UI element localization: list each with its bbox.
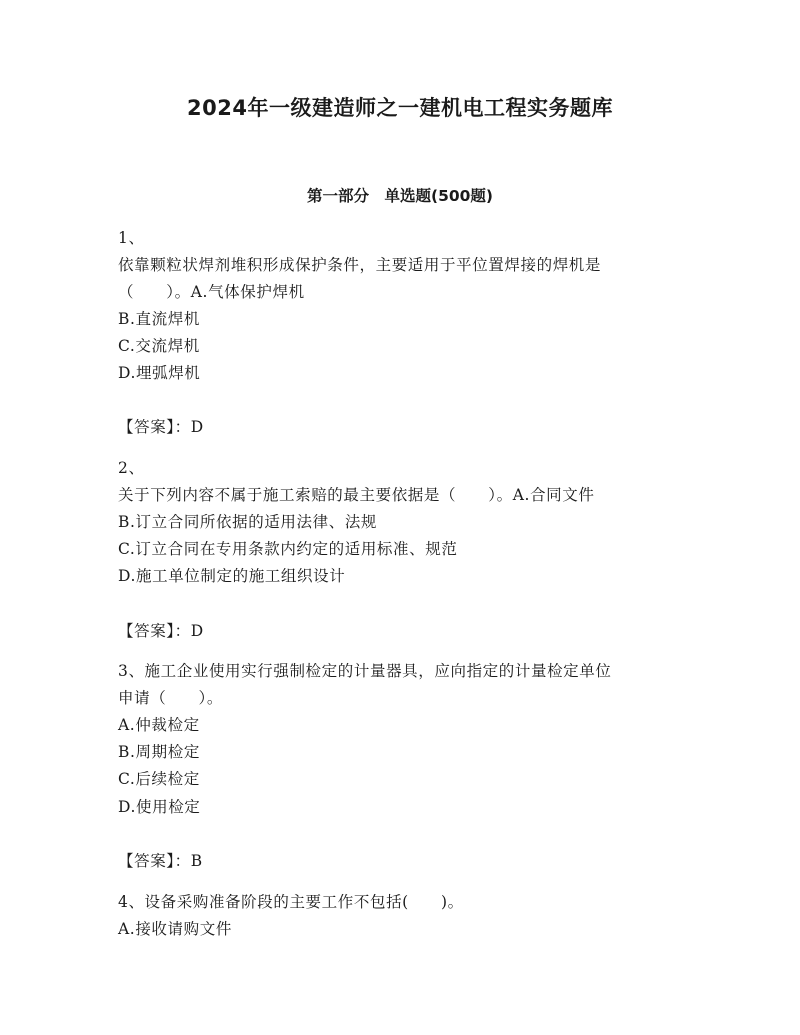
question-2-number: 2、	[118, 459, 145, 477]
question-1-answer: 【答案】：D	[118, 418, 204, 436]
question-2-option-d: D.施工单位制定的施工组织设计	[118, 567, 346, 585]
question-2-option-b: B.订立合同所依据的适用法律、法规	[118, 513, 378, 531]
question-3-option-a: A.仲裁检定	[118, 716, 200, 734]
question-3-option-b: B.周期检定	[118, 743, 200, 761]
question-3-answer: 【答案】：B	[118, 852, 203, 870]
question-1-option-b: B.直流焊机	[118, 310, 200, 328]
question-1-stem-line2: （ ）。A.气体保护焊机	[118, 283, 305, 301]
question-2-option-c: C.订立合同在专用条款内约定的适用标准、规范	[118, 540, 458, 558]
question-2-stem-line1: 关于下列内容不属于施工索赔的最主要依据是（ ）。A.合同文件	[118, 486, 595, 504]
question-4-stem-line1: 4、设备采购准备阶段的主要工作不包括( )。	[118, 893, 464, 911]
question-3-stem-line1: 3、施工企业使用实行强制检定的计量器具，应向指定的计量检定单位	[118, 662, 612, 680]
question-4-option-a: A.接收请购文件	[118, 920, 232, 938]
question-1-option-c: C.交流焊机	[118, 337, 200, 355]
question-1-number: 1、	[118, 229, 145, 247]
question-1-option-d: D.埋弧焊机	[118, 364, 201, 382]
document-title: 2024年一级建造师之一建机电工程实务题库	[187, 96, 613, 120]
question-2-answer: 【答案】：D	[118, 622, 204, 640]
question-3-stem-line2: 申请（ ）。	[118, 689, 223, 707]
section-title: 第一部分 单选题(500题)	[306, 187, 494, 205]
question-3-option-c: C.后续检定	[118, 770, 200, 788]
question-3-option-d: D.使用检定	[118, 798, 201, 816]
question-1-stem-line1: 依靠颗粒状焊剂堆积形成保护条件，主要适用于平位置焊接的焊机是	[118, 256, 602, 274]
